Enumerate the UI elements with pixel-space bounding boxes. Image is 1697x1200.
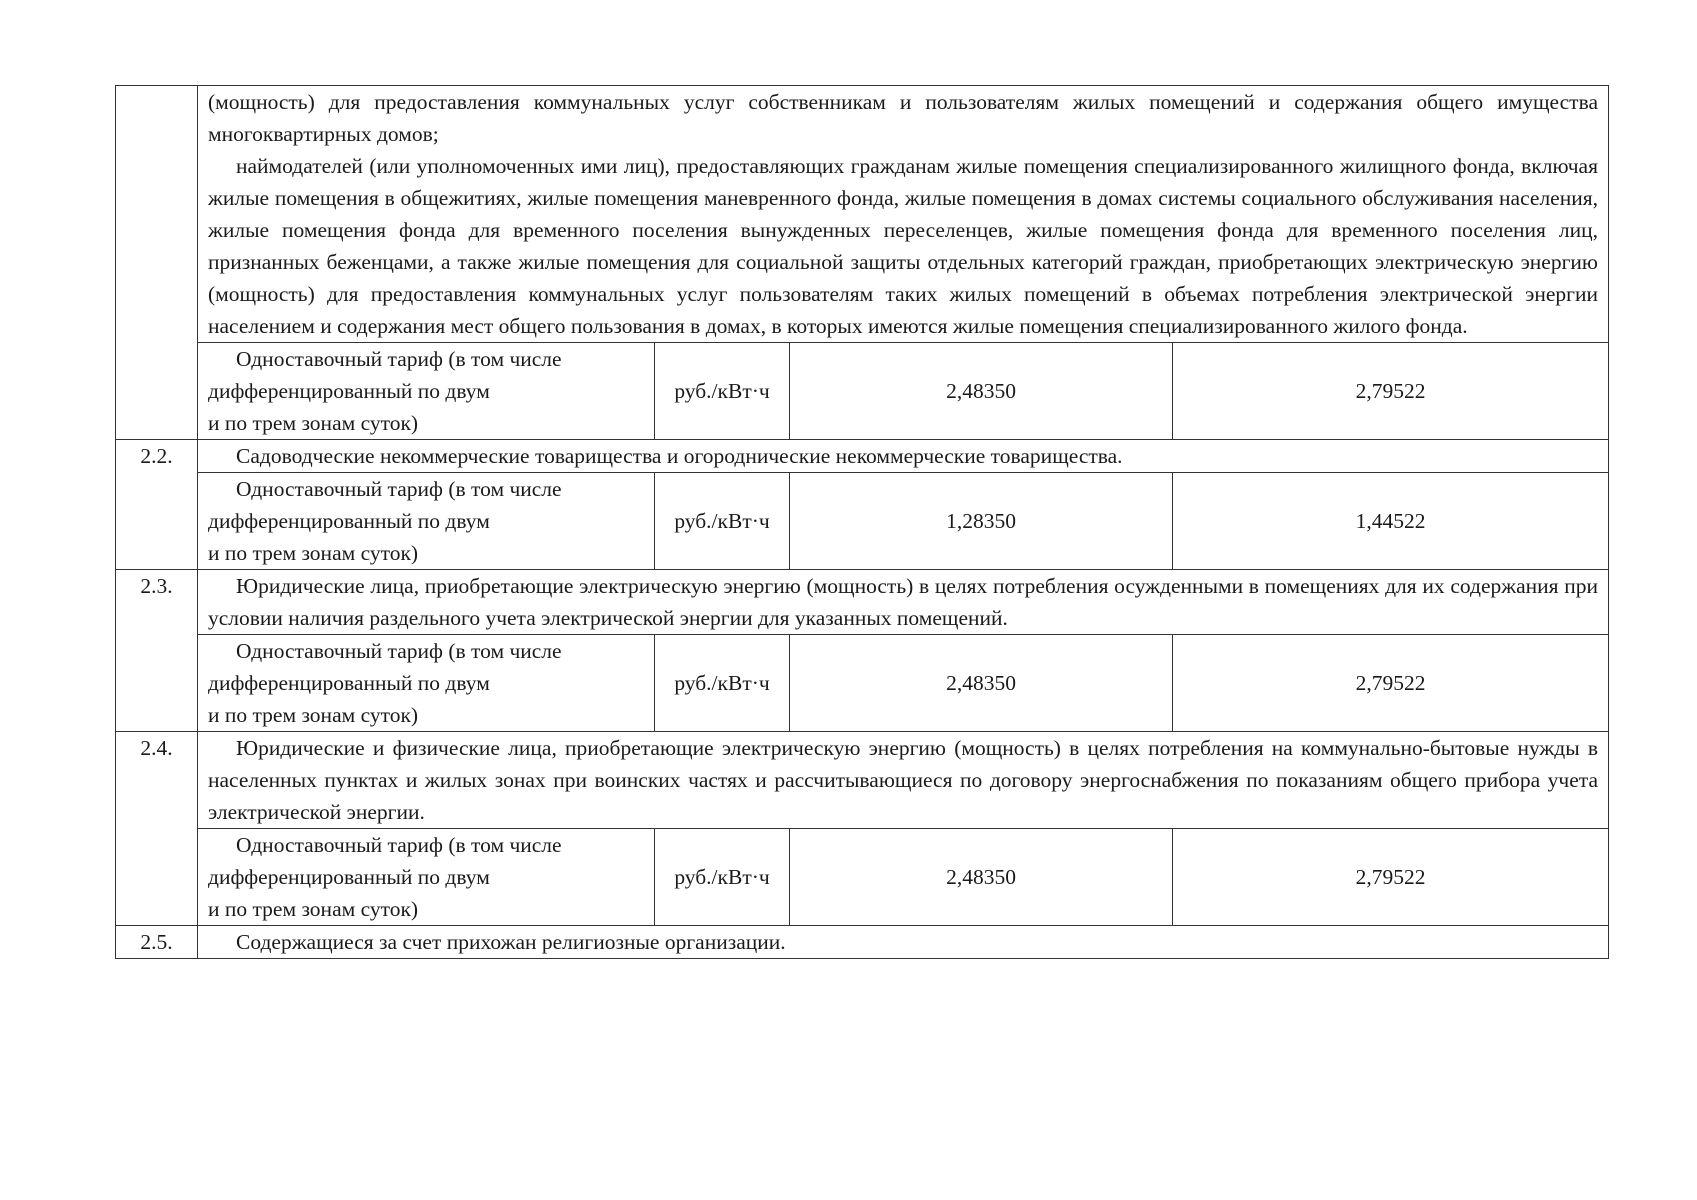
tariff-name-line: и по трем зонам суток) bbox=[208, 541, 419, 565]
description-paragraph: Юридические и физические лица, приобретающие электрическую энергию (мощность) в целях потребления на коммунально-бытовые нужды в населенных пунктах и жилых зонах при воинских частях и рассчитывающиеся по договору энергоснабжения по показаниям общего прибора учета электрической энергии. bbox=[208, 736, 1598, 824]
category-description bbox=[198, 926, 1609, 959]
description-paragraph: наймодателей (или уполномоченных ими лиц), предоставляющих гражданам жилые помещения специализированного жилищного фонда, включая жилые помещения в общежитиях, жилые помещения маневренного фонда, жилые помещения в домах системы социального обслуживания населения, жилые помещения фонда для временного поселения вынужденных переселенцев, жилые помещения фонда для временного поселения лиц, признанных беженцами, а также жилые помещения для социальной защиты отдельных категорий граждан, приобретающих электрическую энергию (мощность) для предоставления коммунальных услуг пользователям таких жилых помещений в объемах потребления электрической энергии населением и содержания мест общего пользования в домах, в которых имеются жилые помещения специализированного жилого фонда. bbox=[208, 154, 1598, 338]
category-description bbox=[198, 570, 1609, 635]
row-number: 2.4. bbox=[116, 732, 198, 926]
row-number: 2.5. bbox=[116, 926, 198, 959]
tariff-value-first-half: 2,48350 bbox=[790, 829, 1173, 926]
tariff-table-body bbox=[116, 86, 1609, 959]
tariff-name-line: Одноставочный тариф (в том числе bbox=[236, 477, 562, 501]
tariff-name-line: Одноставочный тариф (в том числе bbox=[236, 833, 562, 857]
category-row bbox=[116, 440, 1609, 473]
tariff-name-line: и по трем зонам суток) bbox=[208, 897, 419, 921]
tariff-name-line: дифференцированный по двум bbox=[208, 865, 490, 889]
row-number: 2.2. bbox=[116, 440, 198, 570]
tariff-unit: руб./кВт·ч bbox=[655, 473, 790, 570]
tariff-row bbox=[116, 635, 1609, 732]
tariff-name-line: и по трем зонам суток) bbox=[208, 703, 419, 727]
tariff-name-line: дифференцированный по двум bbox=[208, 509, 490, 533]
tariff-unit: руб./кВт·ч bbox=[655, 829, 790, 926]
tariff-value-first-half: 2,48350 bbox=[790, 635, 1173, 732]
tariff-name bbox=[198, 473, 655, 570]
category-description bbox=[198, 440, 1609, 473]
description-paragraph: (мощность) для предоставления коммунальных услуг собственникам и пользователям жилых помещений и содержания общего имущества многоквартирных домов; bbox=[208, 90, 1598, 146]
category-description bbox=[198, 732, 1609, 829]
description-paragraph: Юридические лица, приобретающие электрическую энергию (мощность) в целях потребления осужденными в помещениях для их содержания при условии наличия раздельного учета электрической энергии для указанных помещений. bbox=[208, 574, 1598, 630]
category-row bbox=[116, 570, 1609, 635]
description-paragraph: Садоводческие некоммерческие товарищества и огороднические некоммерческие товарищества. bbox=[236, 444, 1123, 468]
tariff-document-page bbox=[115, 85, 1608, 959]
tariff-name bbox=[198, 343, 655, 440]
tariff-value-first-half: 2,48350 bbox=[790, 343, 1173, 440]
tariff-unit: руб./кВт·ч bbox=[655, 635, 790, 732]
tariff-row bbox=[116, 473, 1609, 570]
tariff-row bbox=[116, 343, 1609, 440]
tariff-name-line: Одноставочный тариф (в том числе bbox=[236, 639, 562, 663]
tariff-table bbox=[115, 85, 1609, 959]
row-number bbox=[116, 86, 198, 440]
tariff-value-first-half: 1,28350 bbox=[790, 473, 1173, 570]
tariff-name bbox=[198, 635, 655, 732]
tariff-value-second-half: 2,79522 bbox=[1173, 829, 1609, 926]
category-row bbox=[116, 732, 1609, 829]
tariff-name-line: дифференцированный по двум bbox=[208, 379, 490, 403]
tariff-row bbox=[116, 829, 1609, 926]
tariff-value-second-half: 1,44522 bbox=[1173, 473, 1609, 570]
category-description bbox=[198, 86, 1609, 343]
row-number: 2.3. bbox=[116, 570, 198, 732]
category-row bbox=[116, 86, 1609, 343]
category-row bbox=[116, 926, 1609, 959]
tariff-name bbox=[198, 829, 655, 926]
description-paragraph: Содержащиеся за счет прихожан религиозные организации. bbox=[236, 930, 786, 954]
tariff-name-line: и по трем зонам суток) bbox=[208, 411, 419, 435]
tariff-name-line: дифференцированный по двум bbox=[208, 671, 490, 695]
tariff-name-line: Одноставочный тариф (в том числе bbox=[236, 347, 562, 371]
tariff-value-second-half: 2,79522 bbox=[1173, 635, 1609, 732]
tariff-unit: руб./кВт·ч bbox=[655, 343, 790, 440]
tariff-value-second-half: 2,79522 bbox=[1173, 343, 1609, 440]
